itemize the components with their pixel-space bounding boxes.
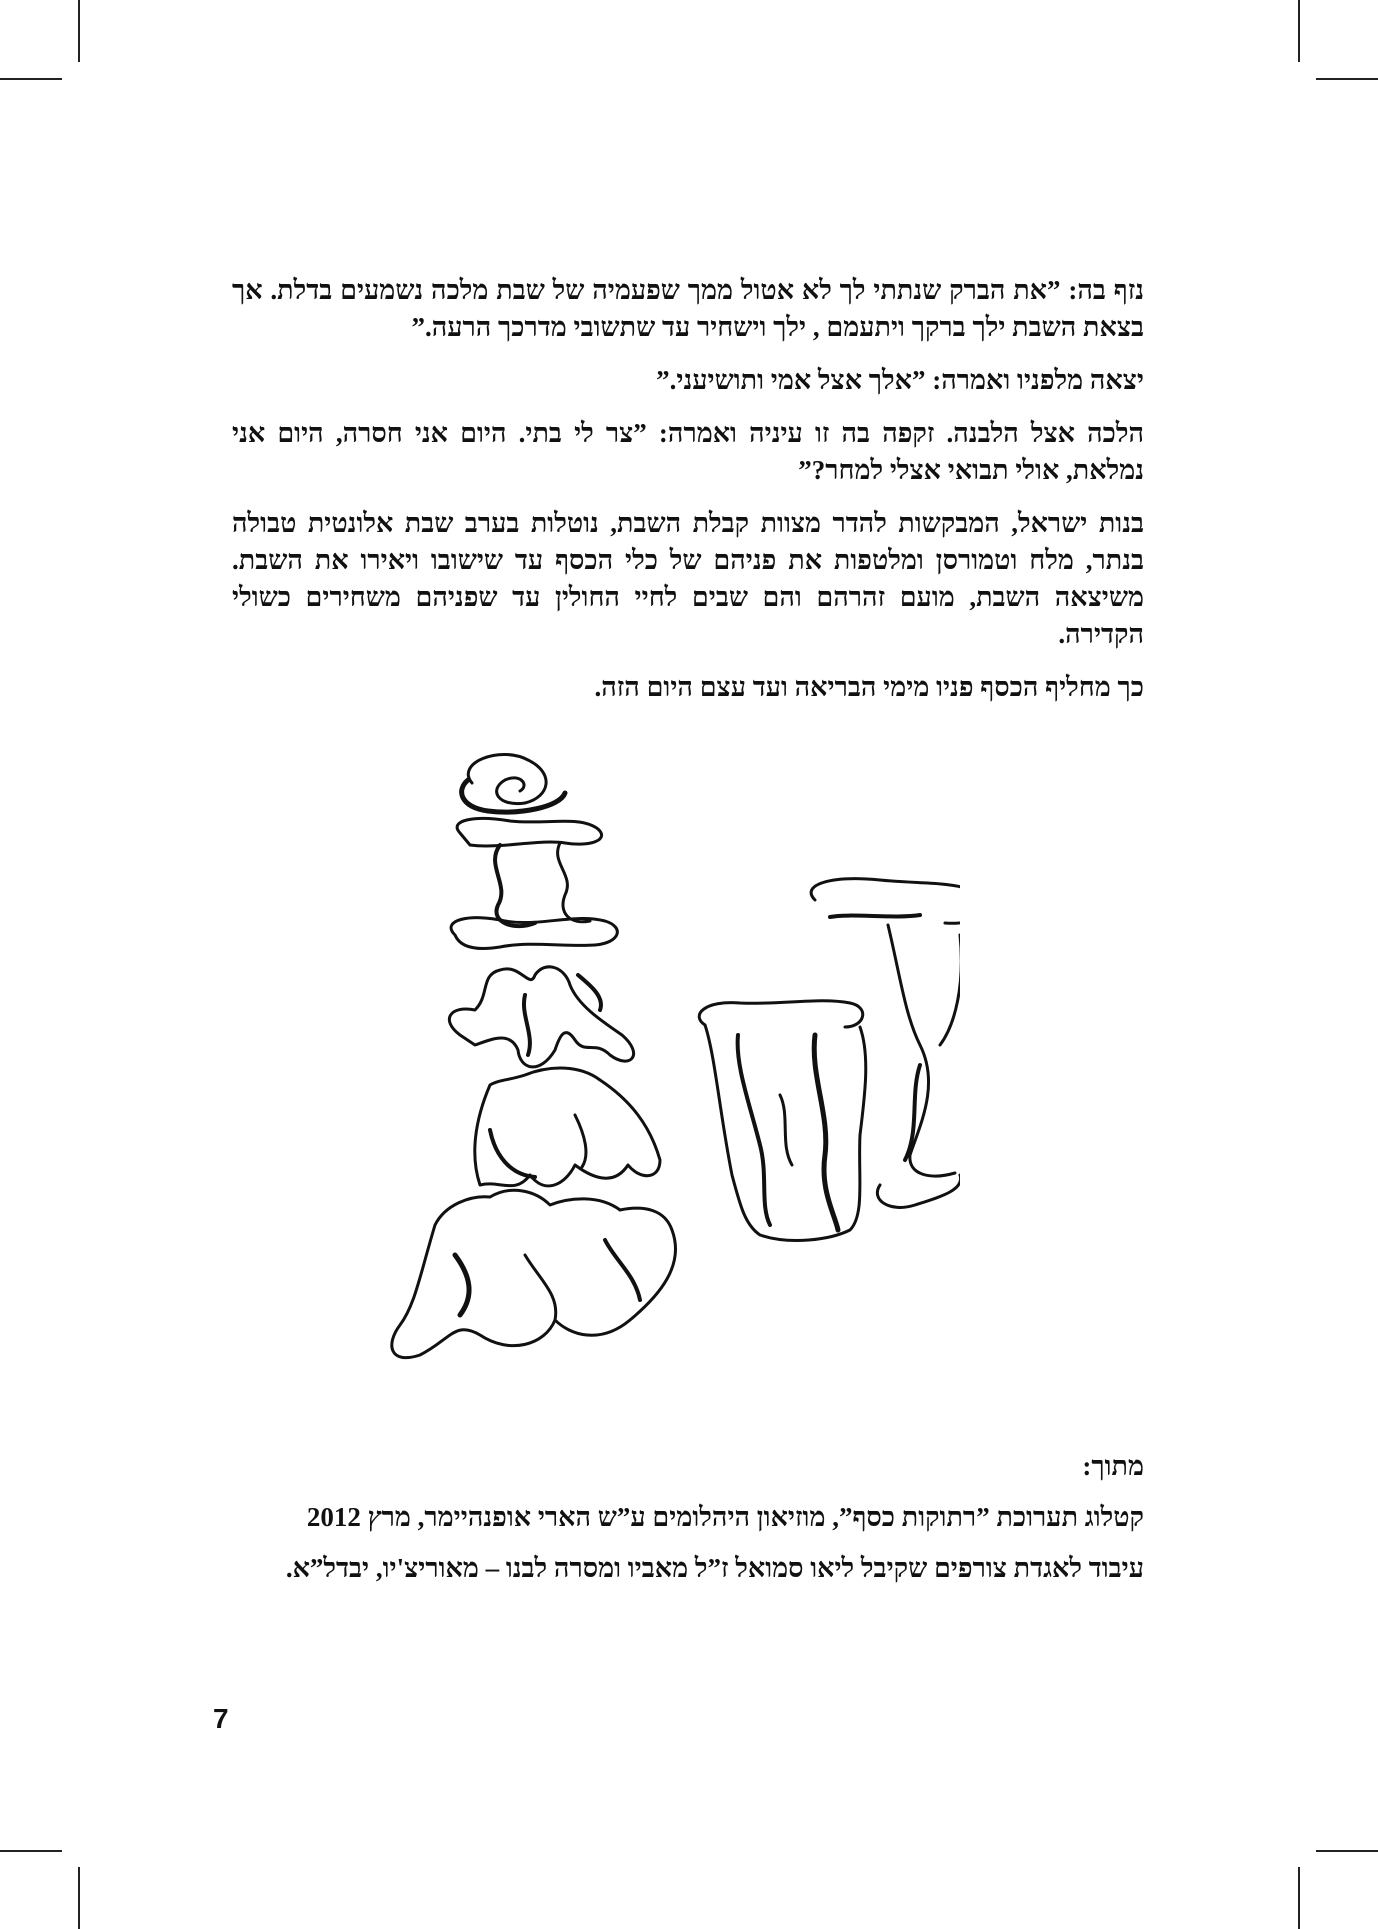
crop-mark xyxy=(0,1850,62,1852)
paragraph: נזף בה: ”את הברק שנתתי לך לא אטול ממך שפעמיה של שבת מלכה נשמעים בדלת. אך בצאת השבת ילך ברקך ויתעמם , ילך וישחיר עד שתשובי מדרכך הרעה.” xyxy=(232,275,1144,342)
source-catalog: קטלוג תערוכת ”רתוקות כסף”, מוזיאון היהלומים ע”ש הארי אופנהיימר, מרץ 2012 xyxy=(306,1502,1144,1532)
paragraph: כך מחליף הכסף פניו מימי הבריאה ועד עצם היום הזה. xyxy=(594,672,1144,702)
source-text xyxy=(232,1448,1144,1603)
crop-mark xyxy=(0,78,62,80)
paragraph: בנות ישראל, המבקשות להדר מצוות קבלת השבת, נוטלות בערב שבת אלונטית טבולה בנתר, מלח וטמורסן ומלטפות את פניהם של כלי הכסף עד שישובו ויאירו את השבת. משיצאה השבת, מועם זהרהם והם שבים לחיי החולין עד שפניהם משחירים כשולי הקדירה. xyxy=(232,508,1144,649)
crop-mark xyxy=(1298,0,1300,62)
paragraph: יצאה מלפניו ואמרה: ”אלך אצל אמי ותושיעני.” xyxy=(656,365,1144,395)
crop-mark xyxy=(1316,1850,1378,1852)
source-label: מתוך: xyxy=(1082,1451,1144,1481)
silver-vessels-illustration xyxy=(360,735,960,1430)
source-adaptation: עיבוד לאגדת צורפים שקיבל ליאו סמואל ז”ל מאביו ומסרה לבנו – מאוריצ'יו, יבדל”א. xyxy=(285,1553,1144,1583)
paragraph: הלכה אצל הלבנה. זקפה בה זו עיניה ואמרה: ”צר לי בתי. היום אני חסרה, היום אני נמלאת, אולי תבואי אצלי למחר?” xyxy=(232,418,1144,485)
story-text xyxy=(232,272,1144,722)
crop-mark xyxy=(78,0,80,62)
crop-mark xyxy=(1298,1867,1300,1929)
crop-mark xyxy=(78,1867,80,1929)
page-number: 7 xyxy=(213,1703,229,1734)
crop-mark xyxy=(1316,78,1378,80)
